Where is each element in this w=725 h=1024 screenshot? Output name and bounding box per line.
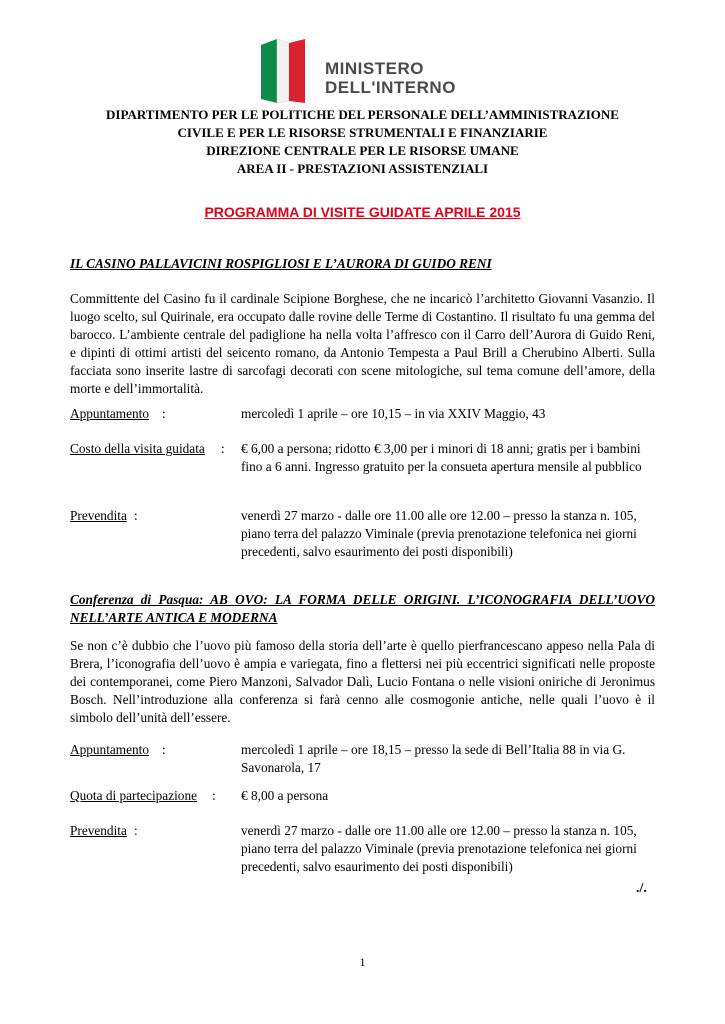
logo-line-1: MINISTERO: [325, 59, 424, 78]
visit1-presale-value: venerdì 27 marzo - dalle ore 11.00 alle ore 12.00 – presso la stanza n. 105, piano terra del palazzo Viminale (previa prenotazione telefonica nei giorni precedenti, salvo esaurimento dei posti disponibili): [241, 508, 637, 559]
visit1-cost-label: Costo della visita guidata: [70, 441, 205, 456]
visit2-fee-value: € 8,00 a persona: [241, 788, 329, 803]
continuation-mark: ./.: [636, 881, 647, 896]
visit2-description: Se non c’è dubbio che l’uovo più famoso della storia dell’arte è quello pierfrancescano appeso nella Pala di Brera, l’iconografia dell’uovo è ampia e variegata, fino a flettersi nei più eccentrici significati nelle proposte dei contemporanei, come Piero Manzoni, Salvador Dalì, Lucio Fontana o nelle visioni oniriche di Jeronimus Bosch. Nell’introduzione alla conferenza si farà cenno alle cosmogonie antiche, nelle quali l’uovo è il simbolo dell’unità dell’essere.: [70, 638, 655, 725]
logo-line-2: DELL'INTERNO: [325, 78, 456, 97]
visit2-fee-label: Quota di partecipazione: [70, 788, 198, 803]
program-title: PROGRAMMA DI VISITE GUIDATE APRILE 2015: [204, 204, 521, 220]
header-line-4: AREA II - PRESTAZIONI ASSISTENZIALI: [236, 161, 489, 176]
page-number: 1: [359, 955, 366, 969]
header-line-3: DIREZIONE CENTRALE PER LE RISORSE UMANE: [206, 143, 519, 158]
visit1-appointment-value: mercoledì 1 aprile – ore 10,15 – in via XXIV Maggio, 43: [241, 406, 546, 421]
department-header: [60, 106, 665, 178]
visit2-presale-label: Prevendita: [70, 823, 127, 838]
visit1-description: Committente del Casino fu il cardinale Scipione Borghese, che ne incaricò l’architetto Giovanni Vasanzio. Il luogo scelto, sul Quirinale, era occupato dalle rovine delle Terme di Costantino. Il risultato fu una gemma del barocco. L’ambiente centrale del padiglione ha nella volta l’affresco con il Carro dell’Aurora di Guido Reni, e dipinti di ottimi artisti del seicento romano, da Antonio Tempesta a Paul Brill a Cherubino Alberti. Sulla facciata sono inserite lastre di sarcofagi decorati con scene mitologiche, sul tema comune dell’amore, della morte e dell’immortalità.: [70, 291, 655, 396]
visit2-presale-value: venerdì 27 marzo - dalle ore 11.00 alle ore 12.00 – presso la stanza n. 105, piano terra del palazzo Viminale (previa prenotazione telefonica nei giorni precedenti, salvo esaurimento dei posti disponibili): [241, 823, 637, 874]
visit1-title: IL CASINO PALLAVICINI ROSPIGLIOSI E L’AURORA DI GUIDO RENI: [70, 256, 492, 271]
logo-text: [325, 59, 456, 97]
header-line-1: DIPARTIMENTO PER LE POLITICHE DEL PERSONALE DELL’AMMINISTRAZIONE: [106, 107, 619, 122]
visit1-appointment-label: Appuntamento: [70, 406, 150, 421]
italian-flag-emblem-icon: [259, 37, 319, 107]
visit1-cost-value: € 6,00 a persona; ridotto € 3,00 per i minori di 18 anni; gratis per i bambini fino a 6 anni. Ingresso gratuito per la consueta apertura mensile al pubblico: [241, 441, 642, 474]
visit2-appointment-label: Appuntamento: [70, 742, 150, 757]
ministry-logo: [259, 37, 459, 107]
visit2-appointment-value: mercoledì 1 aprile – ore 18,15 – presso la sede di Bell’Italia 88 in via G. Savonarola, 17: [241, 742, 626, 775]
visit2-title: Conferenza di Pasqua: AB OVO: LA FORMA DELLE ORIGINI. L’ICONOGRAFIA DELL’UOVO NELL’ARTE ANTICA E MODERNA: [70, 592, 655, 625]
header-line-2: CIVILE E PER LE RISORSE STRUMENTALI E FINANZIARIE: [177, 125, 548, 140]
visit1-presale-label: Prevendita: [70, 508, 127, 523]
